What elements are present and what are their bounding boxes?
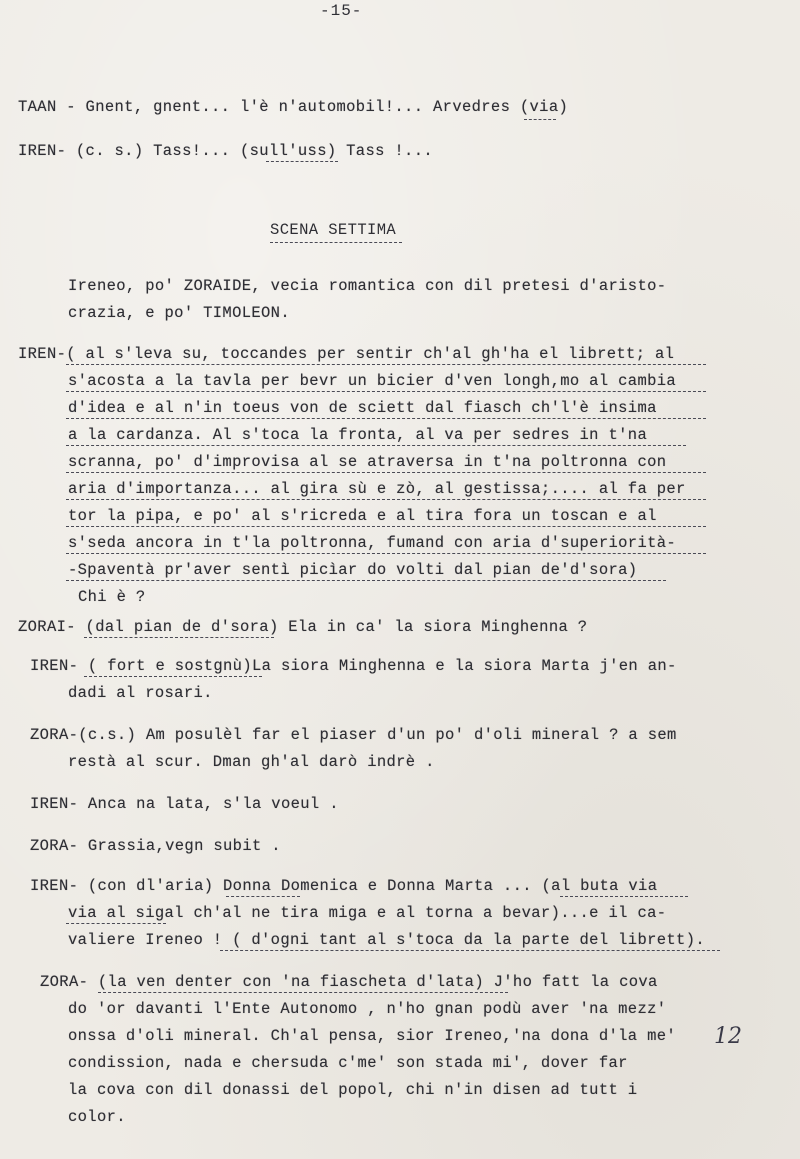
- text-line: scranna, po' d'improvisa al se atraversa in t'na poltronna con: [68, 453, 667, 471]
- text-line: la cova con dil donassi del popol, chi n'in disen ad tutt i: [68, 1081, 638, 1099]
- underline-mark: [66, 580, 666, 581]
- underline-mark: [66, 445, 686, 446]
- underline-mark: [266, 161, 338, 162]
- underline-mark: [220, 950, 720, 951]
- underline-mark: [66, 364, 706, 365]
- text-line: ZORA- Grassia,vegn subit .: [30, 837, 281, 855]
- handwritten-margin-note: 12: [714, 1024, 742, 1049]
- text-line: via al sigal ch'al ne tira miga e al torna a bevar)...e il ca-: [68, 904, 667, 922]
- underline-mark: [66, 391, 706, 392]
- text-line: IREN- (c. s.) Tass!... (sull'uss) Tass !...: [18, 142, 434, 160]
- text-line: -Spaventà pr'aver sentì picìar do volti dal pian de'd'sora): [68, 561, 638, 579]
- text-line: ZORA-(c.s.) Am posulèl far el piaser d'un po' d'oli mineral ? a sem: [30, 726, 677, 744]
- page-number: -15-: [320, 2, 363, 20]
- underline-mark: [66, 472, 706, 473]
- underline-mark: [270, 242, 402, 243]
- underline-mark: [66, 553, 706, 554]
- text-line: s'acosta a la tavla per bevr un bicier d'ven longh,mo al cambia: [68, 372, 677, 390]
- text-line: s'seda ancora in t'la poltronna, fumand con aria d'superiorità-: [68, 534, 677, 552]
- text-line: ZORAI- (dal pian de d'sora) Ela in ca' la siora Minghenna ?: [18, 618, 588, 636]
- text-line: a la cardanza. Al s'toca la fronta, al va per sedres in t'na: [68, 426, 648, 444]
- text-line: Chi è ?: [78, 588, 146, 606]
- underline-mark: [66, 923, 166, 924]
- underline-mark: [560, 896, 688, 897]
- text-line: crazia, e po' TIMOLEON.: [68, 304, 290, 322]
- text-line: color.: [68, 1108, 126, 1126]
- text-line: restà al scur. Dman gh'al darò indrè .: [68, 753, 435, 771]
- text-line: d'idea e al n'in toeus von de sciett dal fiasch ch'l'è insima: [68, 399, 657, 417]
- text-line: do 'or davanti l'Ente Autonomo , n'ho gnan podù aver 'na mezz': [68, 1000, 667, 1018]
- text-line: IREN- ( fort e sostgnù)La siora Minghenna e la siora Marta j'en an-: [30, 657, 677, 675]
- text-line: IREN- Anca na lata, s'la voeul .: [30, 795, 339, 813]
- text-line: onssa d'oli mineral. Ch'al pensa, sior Ireneo,'na dona d'la me': [68, 1027, 677, 1045]
- underline-mark: [84, 637, 274, 638]
- text-line: aria d'importanza... al gira sù e zò, al gestissa;.... al fa per: [68, 480, 686, 498]
- text-line: tor la pipa, e po' al s'ricreda e al tira fora un toscan e al: [68, 507, 657, 525]
- underline-mark: [66, 526, 706, 527]
- underline-mark: [66, 418, 706, 419]
- underline-mark: [66, 499, 706, 500]
- text-line: ZORA- (la ven denter con 'na fiascheta d'lata) J'ho fatt la cova: [40, 973, 658, 991]
- text-line: Ireneo, po' ZORAIDE, vecia romantica con dil pretesi d'aristo-: [68, 277, 667, 295]
- underline-mark: [84, 676, 262, 677]
- text-line: condission, nada e chersuda c'me' son stada mi', dover far: [68, 1054, 628, 1072]
- text-line: IREN-( al s'leva su, toccandes per sentir ch'al gh'ha el librett; al: [18, 345, 675, 363]
- text-line: dadi al rosari.: [68, 684, 213, 702]
- underline-mark: [524, 119, 556, 120]
- text-line: IREN- (con dl'aria) Donna Domenica e Donna Marta ... (al buta via: [30, 877, 658, 895]
- underline-mark: [98, 992, 508, 993]
- scene-title: SCENA SETTIMA: [270, 221, 397, 239]
- text-line: TAAN - Gnent, gnent... l'è n'automobil!... Arvedres (via): [18, 98, 569, 116]
- underline-mark: [226, 896, 300, 897]
- text-line: valiere Ireneo ! ( d'ogni tant al s'toca da la parte del librett).: [68, 931, 705, 949]
